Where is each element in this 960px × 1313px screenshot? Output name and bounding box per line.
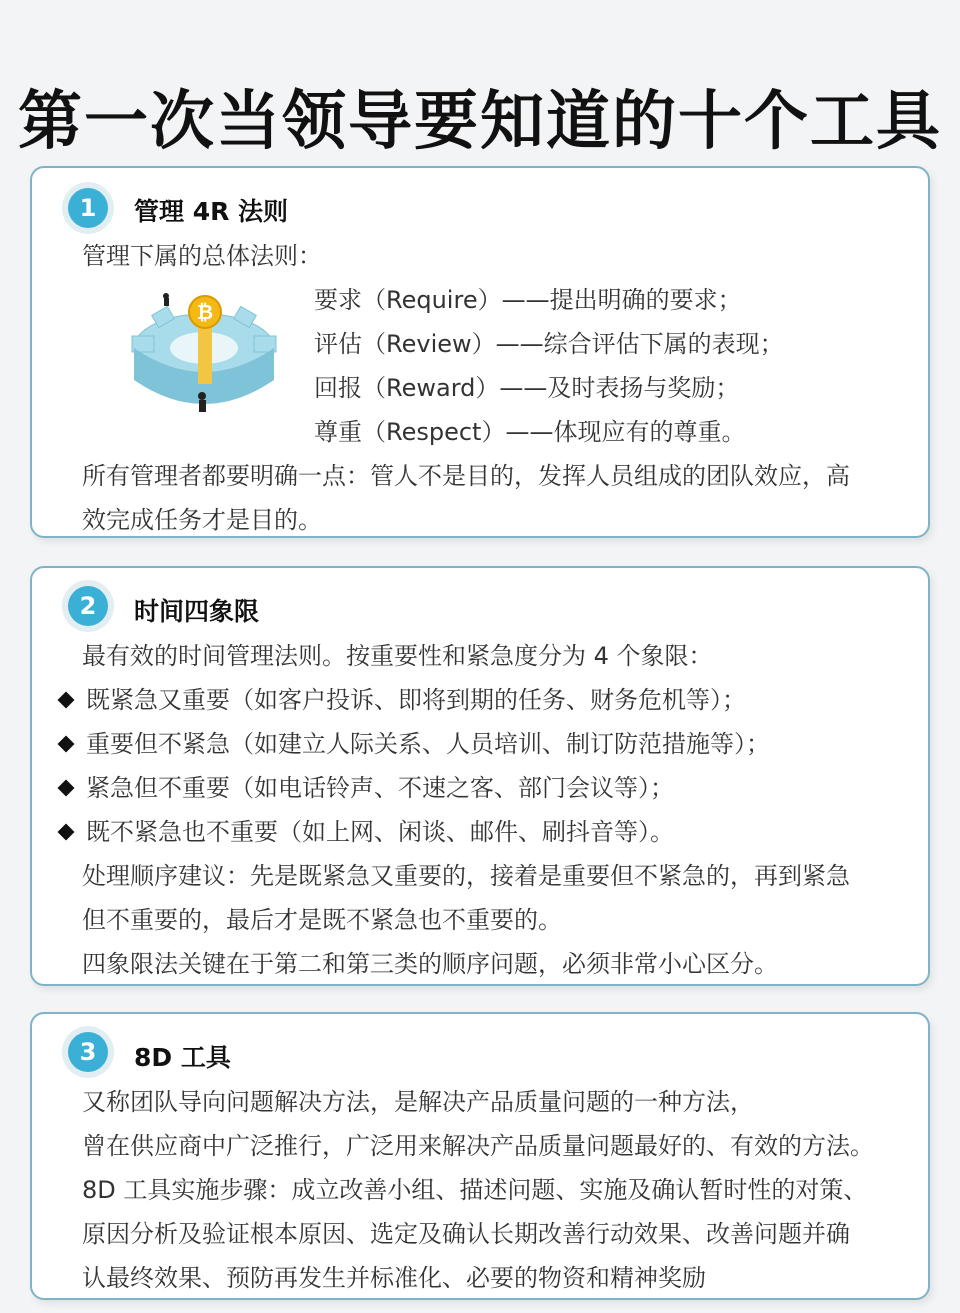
number-badge <box>62 1026 114 1078</box>
card-4r-rules <box>30 166 930 538</box>
diamond-bullet-icon <box>58 779 75 796</box>
card-time-quadrants <box>30 566 930 986</box>
list-item <box>56 724 770 759</box>
number-badge <box>62 182 114 234</box>
list-item-text: 既不紧急也不重要（如上网、闲谈、邮件、刷抖音等）。 <box>86 818 674 846</box>
closing-text: 四象限法关键在于第二和第三类的顺序问题，必须非常小心区分。 <box>82 950 778 978</box>
gear-with-bitcoin-icon <box>124 288 284 428</box>
card-heading: 管理 4R 法则 <box>134 197 289 226</box>
list-item-text: 重要但不紧急（如建立人际关系、人员培训、制订防范措施等）； <box>86 730 770 758</box>
card-heading: 时间四象限 <box>134 597 260 626</box>
body-text: 又称团队导向问题解决方法，是解决产品质量问题的一种方法， <box>82 1088 754 1116</box>
rule-review: 评估（Review）——综合评估下属的表现； <box>314 330 784 358</box>
body-text: 认最终效果、预防再发生并标准化、必要的物资和精神奖励 <box>82 1264 706 1292</box>
diamond-bullet-icon <box>58 823 75 840</box>
page-title: 第一次当领导要知道的十个工具 <box>18 85 942 159</box>
body-text: 8D 工具实施步骤：成立改善小组、描述问题、实施及确认暂时性的对策、 <box>82 1176 868 1204</box>
list-item-text: 既紧急又重要（如客户投诉、即将到期的任务、财务危机等）； <box>86 686 746 714</box>
svg-text:₿: ₿ <box>196 300 214 324</box>
closing-text: 所有管理者都要明确一点：管人不是目的，发挥人员组成的团队效应，高 <box>82 462 850 490</box>
closing-text: 处理顺序建议：先是既紧急又重要的，接着是重要但不紧急的，再到紧急 <box>82 862 850 890</box>
rule-respect: 尊重（Respect）——体现应有的尊重。 <box>314 418 746 446</box>
number-badge-label: 3 <box>68 1032 108 1072</box>
number-badge <box>62 580 114 632</box>
card-heading: 8D 工具 <box>134 1043 231 1072</box>
list-item <box>56 812 674 847</box>
number-badge-label: 2 <box>68 586 108 626</box>
list-item <box>56 680 746 715</box>
list-item <box>56 768 674 803</box>
list-item-text: 紧急但不重要（如电话铃声、不速之客、部门会议等）； <box>86 774 674 802</box>
closing-text: 效完成任务才是目的。 <box>82 506 322 534</box>
number-badge-label: 1 <box>68 188 108 228</box>
intro-text: 管理下属的总体法则： <box>82 242 322 270</box>
body-text: 原因分析及验证根本原因、选定及确认长期改善行动效果、改善问题并确 <box>82 1220 850 1248</box>
rule-require: 要求（Require）——提出明确的要求； <box>314 286 742 314</box>
rule-reward: 回报（Reward）——及时表扬与奖励； <box>314 374 740 402</box>
body-text: 曾在供应商中广泛推行，广泛用来解决产品质量问题最好的、有效的方法。 <box>82 1132 874 1160</box>
closing-text: 但不重要的，最后才是既不紧急也不重要的。 <box>82 906 562 934</box>
diamond-bullet-icon <box>58 735 75 752</box>
card-8d-tool <box>30 1012 930 1300</box>
intro-text: 最有效的时间管理法则。按重要性和紧急度分为 4 个象限： <box>82 642 713 670</box>
diamond-bullet-icon <box>58 691 75 708</box>
